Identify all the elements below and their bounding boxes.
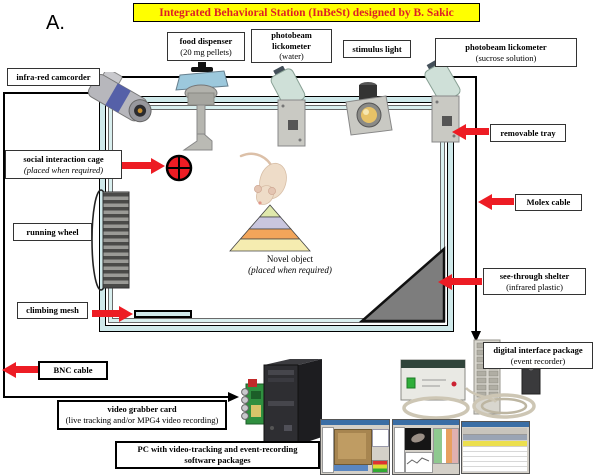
window1-status-strip xyxy=(334,465,368,471)
novel-object-caption-line1: Novel object xyxy=(266,254,314,264)
video-cable-bottom xyxy=(3,396,229,398)
label-digital-interface-line1: digital interface package xyxy=(493,344,583,355)
label-video-grabber-line2: (live tracking and/or MPG4 video recording) xyxy=(65,415,219,425)
label-infrared-camcorder-text: infra-red camcorder xyxy=(16,71,91,82)
figure-label: A. xyxy=(46,12,65,34)
running-wheel-image xyxy=(90,186,134,294)
novel-object-caption-line2: (placed when required) xyxy=(248,265,332,276)
label-bnc-cable-text: BNC cable xyxy=(53,365,93,376)
window3-grid xyxy=(463,447,527,472)
bnc-cable-arrow-head xyxy=(2,362,16,378)
tracking-software-window-1 xyxy=(320,419,390,475)
window1-titlebar xyxy=(321,420,389,425)
label-lickometer-sucrose-line2: (sucrose solution) xyxy=(475,52,537,63)
label-molex-cable-text: Molex cable xyxy=(526,197,571,208)
label-digital-interface-package xyxy=(483,342,593,369)
window3-titlebar xyxy=(462,422,529,427)
window1-color-chips xyxy=(372,460,388,473)
window3-toolbar xyxy=(463,428,527,435)
climbing-mesh-arrow-shaft xyxy=(92,310,119,317)
label-lickometer-sucrose-line1: photobeam lickometer xyxy=(465,41,547,52)
window2-graph-line xyxy=(405,452,431,471)
label-shelter-line1: see-through shelter xyxy=(499,270,570,281)
label-pc xyxy=(115,441,320,469)
label-social-cage-line1: social interaction cage xyxy=(23,153,104,164)
mouse-image xyxy=(235,145,305,211)
label-removable-tray-text: removable tray xyxy=(500,127,556,138)
social-cage-arrow-head xyxy=(151,158,165,174)
climbing-mesh-bar xyxy=(134,310,192,318)
food-dispenser-image xyxy=(170,62,234,154)
label-food-dispenser-line1: food dispenser xyxy=(179,35,233,46)
window2-titlebar xyxy=(393,420,459,425)
event-cable-right xyxy=(475,76,477,331)
label-food-dispenser-line2: (20 mg pellets) xyxy=(180,46,232,57)
event-recorder-table-window-3 xyxy=(461,421,530,474)
label-social-cage-line2: (placed when required) xyxy=(23,164,104,175)
label-shelter-line2: (infrared plastic) xyxy=(506,281,563,292)
tracking-software-window-2 xyxy=(392,419,460,475)
label-running-wheel xyxy=(13,223,92,241)
pc-tower-image xyxy=(260,359,326,451)
window1-right-panel xyxy=(372,429,389,447)
label-pc-line2: software packages xyxy=(184,455,251,465)
shelter-arrow-head xyxy=(438,274,452,290)
window3-header-row xyxy=(463,435,527,440)
label-see-through-shelter xyxy=(483,268,586,295)
novel-object-caption xyxy=(230,254,350,277)
label-lickometer-water-line2: (water) xyxy=(279,51,304,62)
molex-cable-arrow-head xyxy=(478,194,492,210)
window1-arena-inner xyxy=(338,433,366,459)
window1-side-panel xyxy=(322,427,334,473)
label-stimulus-light-text: stimulus light xyxy=(352,43,402,54)
novel-object-pyramid xyxy=(228,203,312,254)
shelter-arrow-shaft xyxy=(452,278,482,285)
bnc-cable-left xyxy=(3,92,5,398)
label-photobeam-lickometer-water xyxy=(251,29,332,63)
molex-cable-arrow-shaft xyxy=(492,198,514,205)
title-banner: Integrated Behavioral Station (InBeSt) designed by B. Sakic xyxy=(133,3,480,22)
window3-highlight-row xyxy=(463,441,527,446)
label-running-wheel-text: running wheel xyxy=(26,226,79,237)
stimulus-light-image xyxy=(340,80,396,138)
social-cage-crosshair-marker xyxy=(164,153,194,183)
label-infrared-camcorder xyxy=(7,68,100,86)
label-social-interaction-cage xyxy=(5,150,122,179)
label-video-grabber-line1: video grabber card xyxy=(107,404,177,415)
label-food-dispenser xyxy=(167,32,245,61)
label-bnc-cable xyxy=(38,361,108,380)
bnc-cable-arrow-shaft xyxy=(16,366,38,373)
label-lickometer-water-line1: photobeam lickometer xyxy=(271,30,312,51)
label-removable-tray xyxy=(490,124,566,142)
label-photobeam-lickometer-sucrose xyxy=(435,38,577,67)
label-video-grabber-card xyxy=(57,400,227,430)
photobeam-lickometer-water-image xyxy=(258,66,316,152)
label-stimulus-light xyxy=(343,40,411,58)
removable-tray-arrow-head xyxy=(452,124,466,140)
label-pc-line1: PC with video-tracking and event-recording xyxy=(137,444,298,455)
window2-side-panel xyxy=(394,427,405,473)
label-digital-interface-line2: (event recorder) xyxy=(510,355,566,366)
window2-data-columns xyxy=(433,428,459,464)
removable-tray-arrow-shaft xyxy=(466,128,489,135)
see-through-shelter-triangle xyxy=(359,246,447,324)
label-molex-cable xyxy=(515,194,582,211)
label-climbing-mesh xyxy=(17,302,88,319)
climbing-mesh-arrow-head xyxy=(119,306,133,322)
label-climbing-mesh-text: climbing mesh xyxy=(26,305,79,316)
